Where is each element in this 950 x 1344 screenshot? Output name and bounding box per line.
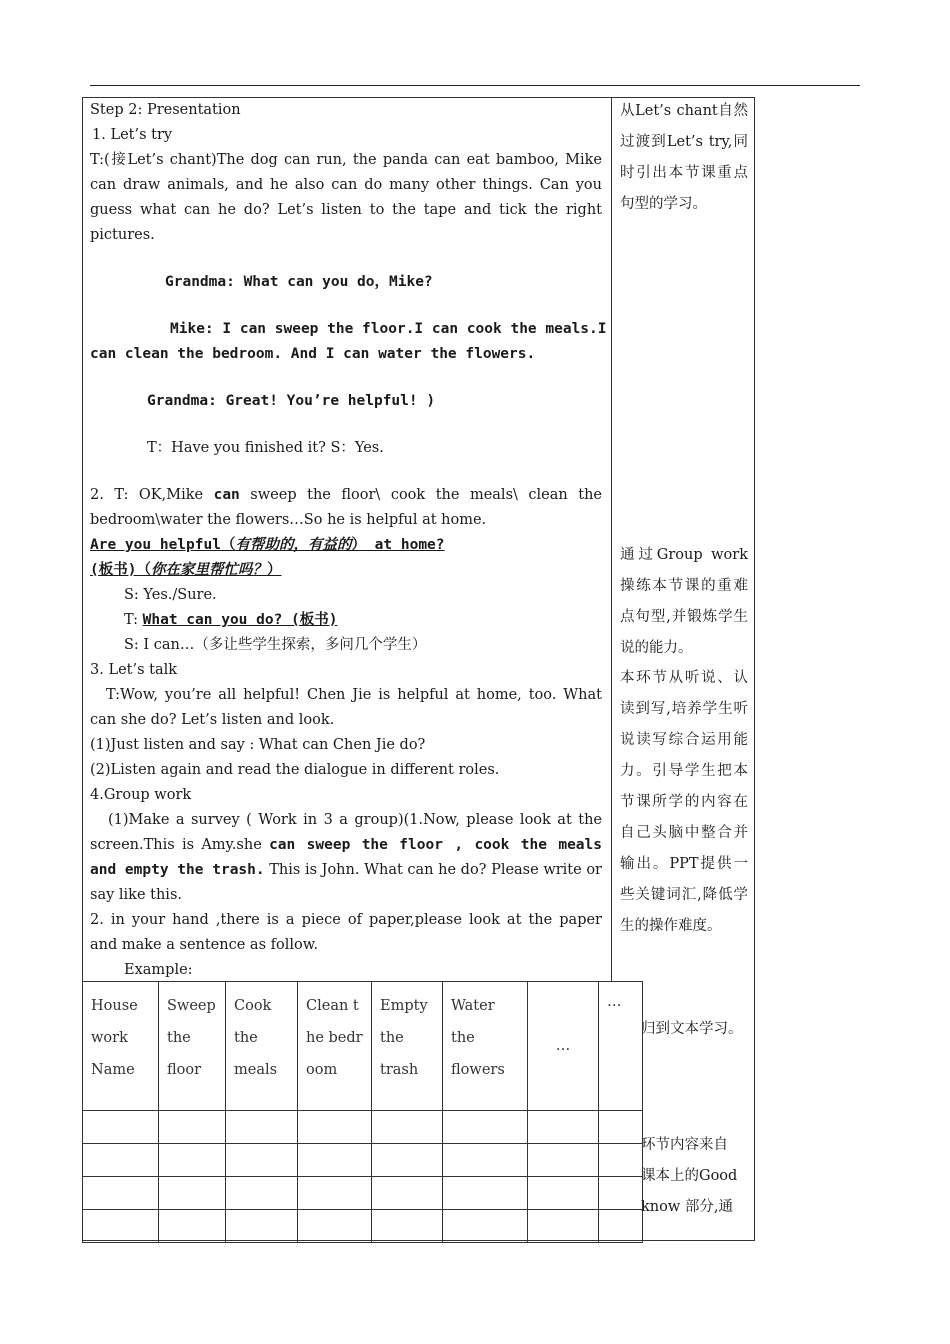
section-4-paper: 2. in your hand ,there is a piece of paper,please look at the paper and make a sentence as follow. [90,912,602,953]
survey-cell[interactable] [159,1144,226,1177]
survey-cell[interactable] [83,1177,159,1210]
survey-cell[interactable] [443,1144,528,1177]
header-rule [90,85,860,86]
dialogue-line-3: Grandma: Great! You’re helpful! ) [147,393,436,409]
spacer [90,367,602,389]
survey-cell[interactable] [599,1144,643,1177]
side-note-3: 本环节从听说、认读到写,培养学生听说读写综合运用能力。引导学生把本节课所学的内容在自己头脑中整合并输出。PPT提供一些关键词汇,降低学生的操作难度。 [620,670,748,934]
survey-cell[interactable] [528,1111,599,1144]
question-line-1: Are you helpful（有帮助的，有益的） at home? [90,537,445,553]
table-row [83,1144,643,1177]
survey-cell[interactable] [528,1144,599,1177]
step-title: Step 2: Presentation [90,102,241,118]
section-4-title: 4.Group work [90,787,192,803]
student-reply: S: I can…（多让些学生探索，多问几个学生） [124,637,427,653]
survey-header: Cook the meals [226,982,298,1111]
survey-cell[interactable] [159,1210,226,1243]
side-note-5c: know 部分,通 [641,1199,733,1215]
survey-header: Water the flowers [443,982,528,1111]
survey-cell[interactable] [226,1144,298,1177]
dialogue-line-2a: Mike: I can sweep the floor.I can cook the meals.I [170,321,607,337]
section-3-body: T:Wow, you’re all helpful! Chen Jie is helpful at home, too. What can she do? Let’s listen and look. [90,687,602,728]
survey-cell[interactable] [443,1210,528,1243]
example-label: Example: [124,962,193,978]
section-3-step-2: (2)Listen again and read the dialogue in different roles. [90,762,500,778]
section-3-step-1: (1)Just listen and say : What can Chen Jie do? [90,737,426,753]
survey-cell[interactable] [159,1111,226,1144]
survey-cell[interactable] [443,1177,528,1210]
spacer [90,414,602,436]
teacher-question: T: What can you do? (板书) [124,612,338,628]
survey-cell[interactable] [599,1177,643,1210]
survey-cell[interactable] [226,1111,298,1144]
dialogue-line-4: T：Have you finished it? S：Yes. [147,440,384,456]
survey-header: Clean the bedroom [298,982,372,1111]
section-2-body: 2. T: OK,Mike can sweep the floor\ cook the meals\ clean the bedroom\water the flowers…So he is helpful at home. [90,487,602,528]
survey-header: Empty the trash [372,982,443,1111]
section-1-title: 1. Let’s try [92,127,173,143]
survey-cell[interactable] [599,1111,643,1144]
survey-header: Sweep the floor [159,982,226,1111]
side-note-5b: 课本上的Good [641,1168,738,1184]
side-note-2: 通过Group work操练本节课的重难点句型,并锻炼学生说的能力。 [620,547,748,656]
dialogue-line-2b: can clean the bedroom. And I can water the flowers. [90,346,536,362]
survey-cell[interactable] [599,1210,643,1243]
dialogue-line-1: Grandma: What can you do，Mike? [165,274,433,290]
section-4-survey: (1)Make a survey ( Work in 3 a group)(1.Now, please look at the screen.This is Amy.she can sweep the floor , cook the meals and empty the trash. This is John. What can he do? Please write or say like this. [90,812,602,903]
spacer [90,248,602,270]
survey-cell[interactable] [226,1210,298,1243]
table-row [83,1111,643,1144]
survey-header: … [599,982,643,1111]
section-1-intro: T:(接Let’s chant)The dog can run, the panda can eat bamboo, Mike can draw animals, and he also can do many other things. Can you guess what can he do? Let’s listen to the tape and tick the right pictures. [90,152,602,243]
survey-cell[interactable] [83,1144,159,1177]
side-note-5a: 环节内容来自 [641,1137,728,1153]
table-row [83,1177,643,1210]
survey-cell[interactable] [372,1111,443,1144]
survey-table [82,981,643,1243]
survey-header-row [83,982,643,1111]
section-3-title: 3. Let’s talk [90,662,178,678]
survey-cell[interactable] [83,1210,159,1243]
side-note-1: 从Let’s chant自然过渡到Let’s try,同时引出本节课重点句型的学习。 [620,103,748,212]
spacer [90,295,602,317]
survey-cell[interactable] [528,1177,599,1210]
side-note-4: 归到文本学习。 [641,1021,743,1037]
survey-cell[interactable] [443,1111,528,1144]
survey-cell[interactable] [298,1111,372,1144]
survey-cell[interactable] [226,1177,298,1210]
column-divider [611,97,612,981]
table-row [83,1210,643,1243]
survey-cell[interactable] [372,1144,443,1177]
survey-cell[interactable] [298,1144,372,1177]
survey-header: House work Name [83,982,159,1111]
main-column [90,98,607,983]
question-line-2: (板书)（你在家里帮忙吗？） [90,562,282,578]
survey-cell[interactable] [83,1111,159,1144]
survey-cell[interactable] [372,1210,443,1243]
student-answer: S: Yes./Sure. [124,587,217,603]
spacer [90,461,602,483]
survey-cell[interactable] [372,1177,443,1210]
survey-cell[interactable] [159,1177,226,1210]
survey-cell[interactable] [528,1210,599,1243]
survey-cell[interactable] [298,1177,372,1210]
survey-cell[interactable] [298,1210,372,1243]
survey-header: … [528,982,599,1111]
